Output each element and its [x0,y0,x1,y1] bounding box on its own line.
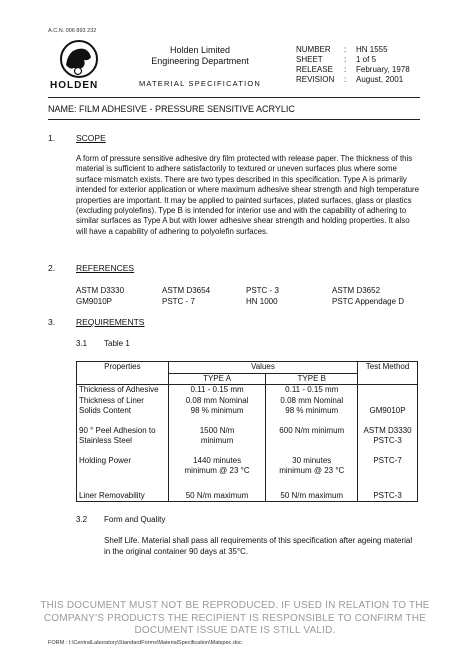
table-cell: Thickness of Adhesive [77,385,169,396]
table-cell: GM9010P [358,406,418,417]
table-cell: 0.11 - 0.15 mm [168,385,266,396]
table-cell: 0.08 mm Nominal [266,396,358,407]
table-cell [358,385,418,396]
meta-release: RELEASE : February, 1978 [296,65,410,74]
table-spacer [77,417,418,426]
reference-item: ASTM D3330 [76,286,125,295]
reference-item: PSTC Appendage D [332,296,405,306]
table-cell: 1440 minutes [168,456,266,467]
header-values: Values [168,362,357,374]
table-spacer [77,447,418,456]
holden-wordmark: HOLDEN [50,80,99,91]
table-cell: minimum @ 23 °C [168,466,266,477]
subsection-title-form-quality: Form and Quality [104,515,166,524]
table-cell: PSTC-3 [358,491,418,502]
table-cell: 600 N/m minimum [266,426,358,437]
section-number-requirements: 3. [48,317,56,327]
table-row [77,426,418,437]
header-properties: Properties [77,362,169,385]
table-cell [358,396,418,407]
table-cell: Stainless Steel [77,436,169,447]
subsection-number-3-1: 3.1 [76,339,88,348]
table-cell: 90 ° Peel Adhesion to [77,426,169,437]
table-cell [266,436,358,447]
header-type-b: TYPE B [266,373,358,385]
table-cell: 1500 N/m [168,426,266,437]
scope-paragraph: A form of pressure sensitive adhesive dry film protected with release paper. The thickness of this material is sufficient to adhere satisfactorily to textured or uneven surfaces plus where some surface mismatch exists. There are two types described in this specification. Type A is primarily intended for exterior application or where maximum adhesive shear strength and high temperature properties are important. It may be applied to painted surfaces, plated surfaces, glass or plastics (excluding polyolefins). Type B is intended for interior use and with the capability of adhering to similar surfaces as Type A but with lower adhesive shear strength and holding properties. It also will have a capability of adhering to polyolefin surfaces. [76,154,419,236]
reference-item: PSTC - 3 [246,286,279,295]
table-cell: 0.08 mm Nominal [168,396,266,407]
table-cell [77,466,169,477]
table-row [77,406,418,417]
acn-number: A.C.N. 006 893 232 [48,28,97,34]
table-cell: 50 N/m maximum [266,491,358,502]
table-cell: minimum [168,436,266,447]
table-row [77,385,418,396]
table-cell: 30 minutes [266,456,358,467]
table-cell [358,466,418,477]
form-path: FORM : I:\CentralLaboratory\StandardForms\MaterialSpecification\Matspec.doc [48,640,242,646]
reference-item: PSTC - 7 [162,296,195,306]
table-row [77,456,418,467]
table-row [77,436,418,447]
table-cell: PSTC-7 [358,456,418,467]
references-list [76,286,426,310]
reference-item: HN 1000 [246,296,278,306]
meta-number: NUMBER : HN 1555 [296,45,388,54]
name-divider [48,119,420,120]
reference-item: ASTM D3654 [162,286,211,295]
table-spacer [77,477,418,491]
document-type: MATERIAL SPECIFICATION [138,79,262,88]
table-cell: 98 % minimum [266,406,358,417]
table-row [77,396,418,407]
meta-sheet: SHEET : 1 of 5 [296,55,377,64]
table-cell: Solids Content [77,406,169,417]
table-cell: Thickness of Liner [77,396,169,407]
table-row [77,466,418,477]
requirements-table [76,361,418,502]
section-number-scope: 1. [48,133,56,143]
table-cell: minimum @ 23 °C [266,466,358,477]
company-block [120,45,280,67]
header-test-method: Test Method [358,362,418,385]
table-cell: 50 N/m maximum [168,491,266,502]
table-header-row [77,362,418,374]
header-type-a: TYPE A [168,373,266,385]
header-divider [48,97,420,98]
company-name: Holden Limited [169,45,231,55]
section-number-references: 2. [48,263,56,273]
table-row [77,491,418,502]
table-cell: PSTC-3 [358,436,418,447]
document-meta [296,45,410,85]
table-cell: 98 % minimum [168,406,266,417]
department-name: Engineering Department [151,56,249,66]
meta-revision: REVISION : August, 2001 [296,75,404,84]
document-name: NAME: FILM ADHESIVE - PRESSURE SENSITIVE ACRYLIC [48,104,295,114]
subsection-number-3-2: 3.2 [76,515,88,524]
section-title-scope: SCOPE [76,133,106,143]
reference-item: ASTM D3652 [332,286,381,295]
section-title-references: REFERENCES [76,263,135,273]
section-title-requirements: REQUIREMENTS [76,317,145,327]
reference-item: GM9010P [76,296,113,306]
table-cell: Holding Power [77,456,169,467]
subsection-title-table-1: Table 1 [104,339,130,348]
table-cell: 0.11 - 0.15 mm [266,385,358,396]
reproduction-warning: THIS DOCUMENT MUST NOT BE REPRODUCED. IF USED IN RELATION TO THE COMPANY'S PRODUCTS THE RECIPIENT IS RESPONSIBLE TO CONFIRM THE DOCUMENT ISSUE DATE IS STILL VALID. [40,600,430,636]
shelf-life-paragraph: Shelf Life. Material shall pass all requirements of this specification after ageing material in the original container 90 days at 35°C. [104,536,413,556]
table-cell: Liner Removability [77,491,169,502]
table-cell: ASTM D3330 [358,426,418,437]
